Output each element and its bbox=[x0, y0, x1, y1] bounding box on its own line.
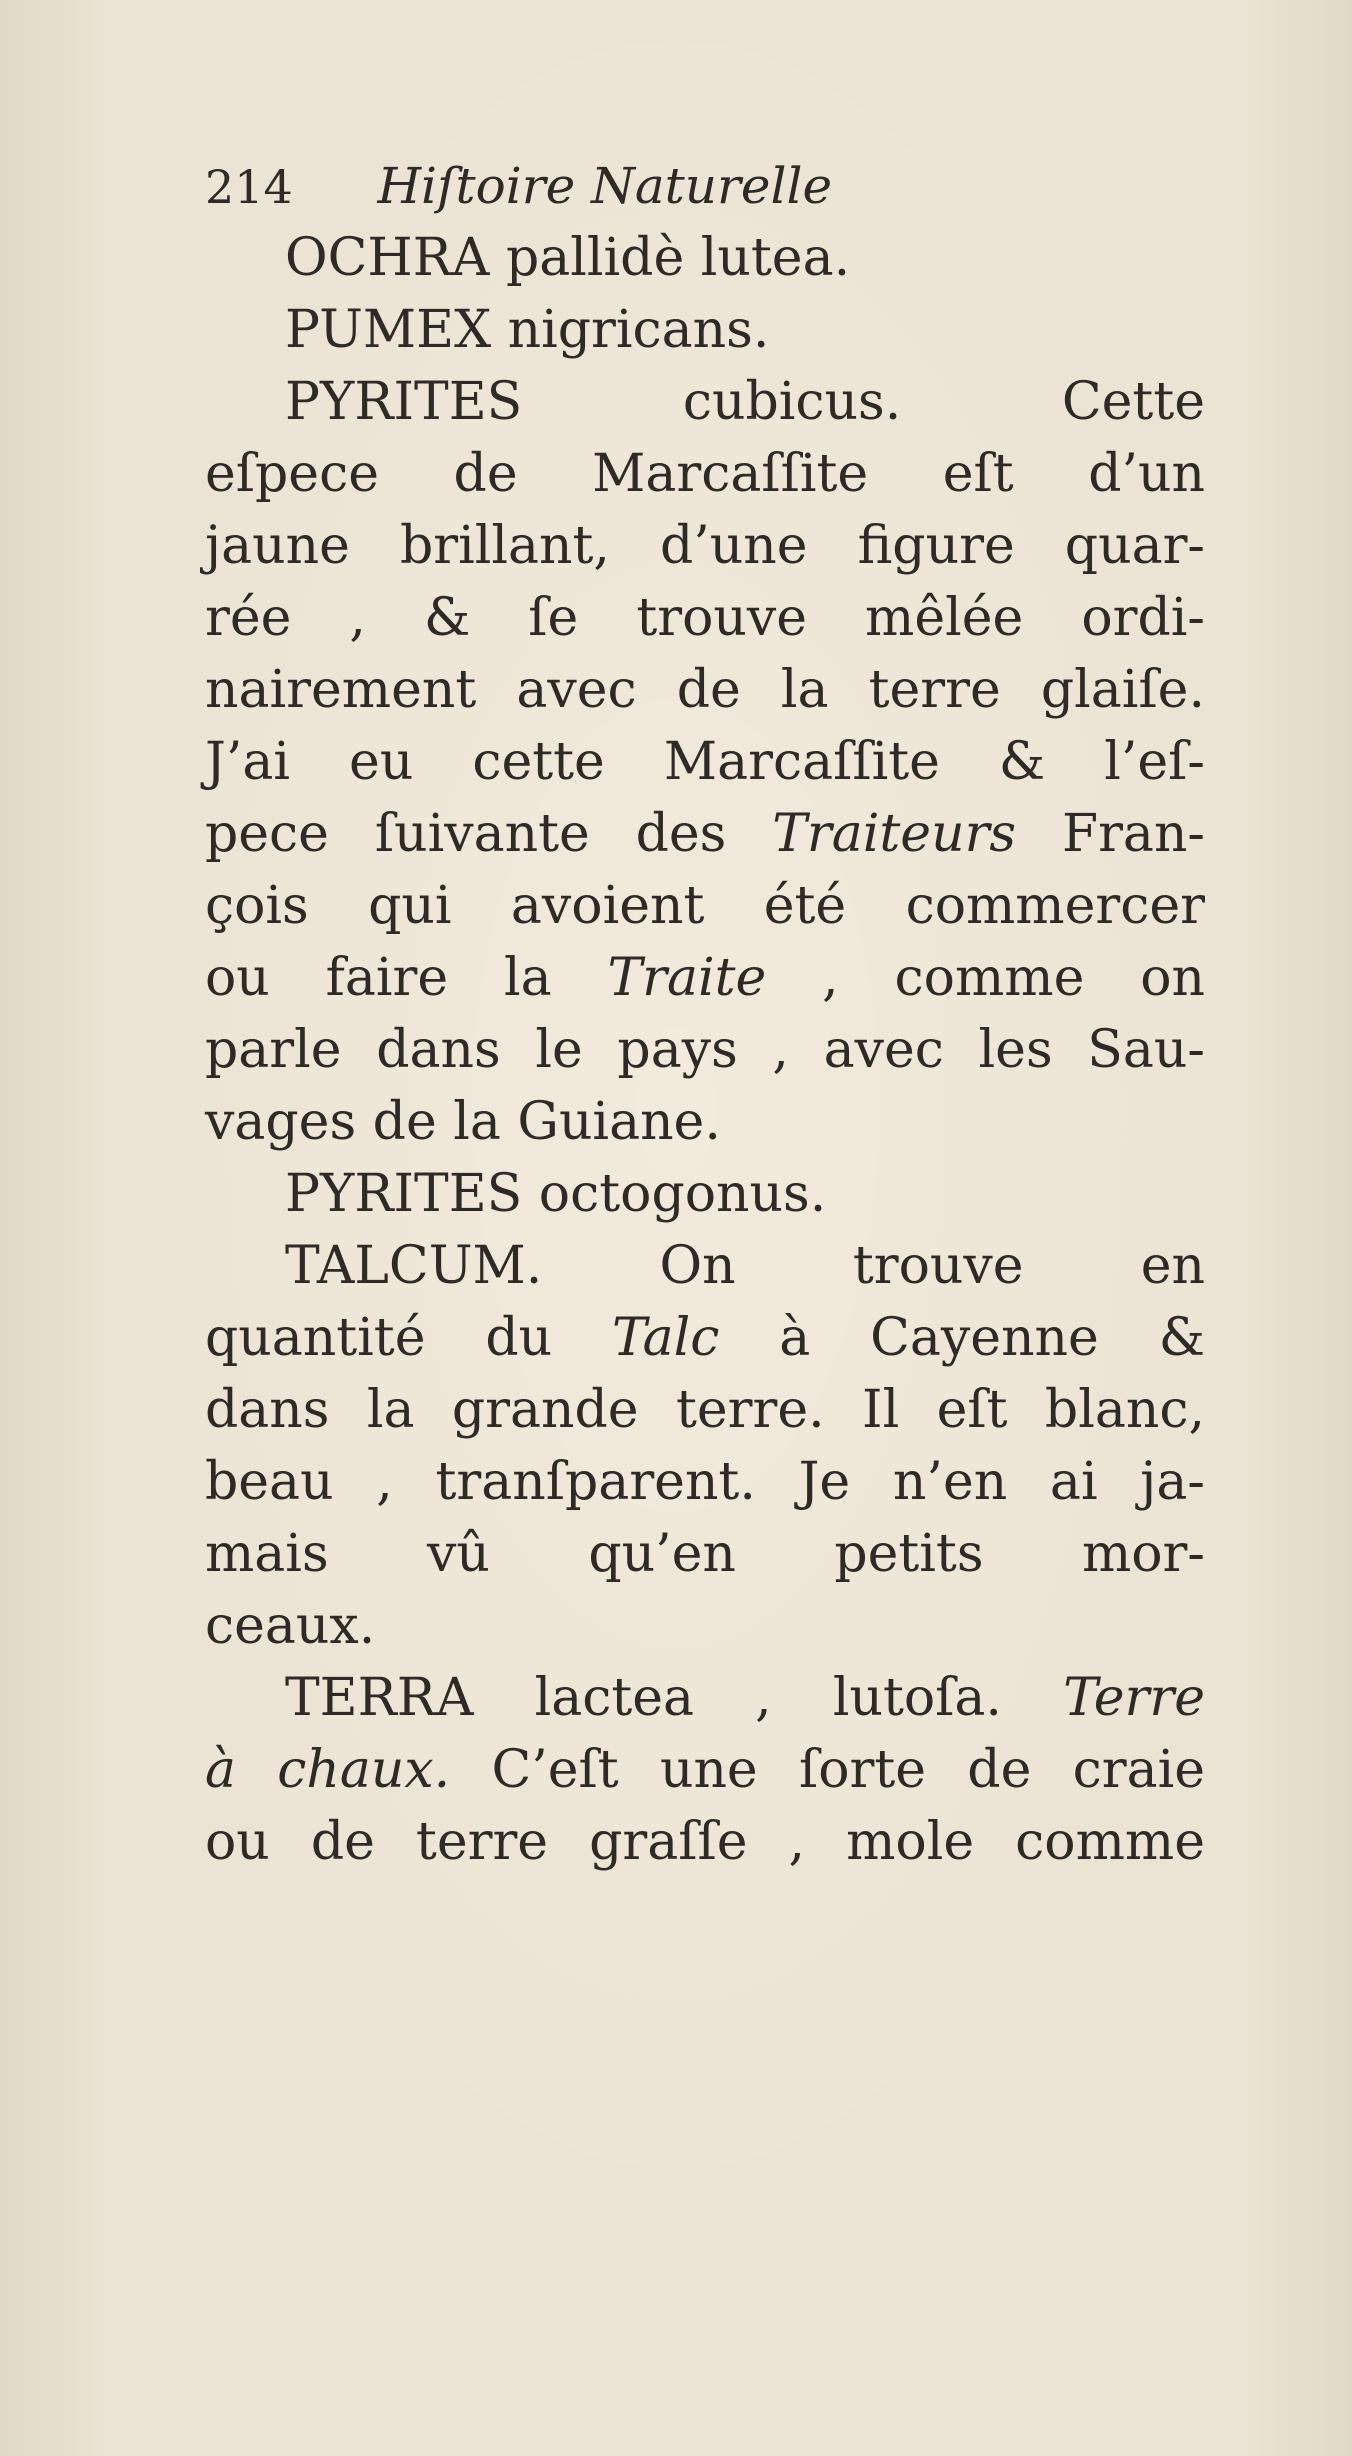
text-line: parle dans le pays , avec les Sau- bbox=[205, 1020, 1205, 1080]
text-line: TERRA lactea , lutoſa. Terre bbox=[285, 1668, 1205, 1728]
text-line: OCHRA pallidè lutea. bbox=[285, 228, 851, 288]
text-line: ou de terre graſſe , mole comme bbox=[205, 1812, 1205, 1872]
text-line: vages de la Guiane. bbox=[205, 1092, 721, 1152]
text-line: quantité du Talc à Cayenne & bbox=[205, 1308, 1205, 1368]
text-line: pece ſuivante des Traiteurs Fran- bbox=[205, 804, 1205, 864]
italic-term: Traiteurs bbox=[772, 804, 1017, 864]
text-line: ou faire la Traite , comme on bbox=[205, 948, 1206, 1008]
text-line: ceaux. bbox=[205, 1596, 376, 1656]
text-line: çois qui avoient été commercer bbox=[205, 876, 1205, 936]
text-line: dans la grande terre. Il eſt blanc, bbox=[205, 1380, 1205, 1440]
page-number: 214 bbox=[205, 160, 293, 214]
text-line: PYRITES cubicus. Cette bbox=[285, 372, 1205, 432]
text-line: eſpece de Marcaſſite eſt d’un bbox=[205, 444, 1205, 504]
page-header bbox=[205, 150, 1205, 222]
text-line: mais vû qu’en petits mor- bbox=[205, 1524, 1205, 1584]
text-line: PUMEX nigricans. bbox=[285, 300, 770, 360]
italic-term: Traite bbox=[607, 948, 767, 1008]
italic-term: Talc bbox=[611, 1308, 720, 1368]
body-text bbox=[205, 222, 1205, 1878]
text-line: PYRITES octogonus. bbox=[285, 1164, 827, 1224]
page-text bbox=[205, 150, 1205, 1878]
text-line: beau , tranſparent. Je n’en ai ja- bbox=[205, 1452, 1205, 1512]
text-line: jaune brillant, d’une figure quar- bbox=[205, 516, 1205, 576]
text-line: rée , & ſe trouve mêlée ordi- bbox=[205, 588, 1205, 648]
text-line: à chaux. C’eſt une ſorte de craie bbox=[205, 1740, 1205, 1800]
text-line: TALCUM. On trouve en bbox=[285, 1236, 1205, 1296]
italic-term: Terre bbox=[1063, 1668, 1205, 1728]
italic-term: à chaux. bbox=[205, 1740, 451, 1800]
text-line: J’ai eu cette Marcaſſite & l’eſ- bbox=[205, 732, 1205, 792]
text-line: nairement avec de la terre glaiſe. bbox=[205, 660, 1205, 720]
running-title: Hiſtoire Naturelle bbox=[377, 157, 833, 215]
